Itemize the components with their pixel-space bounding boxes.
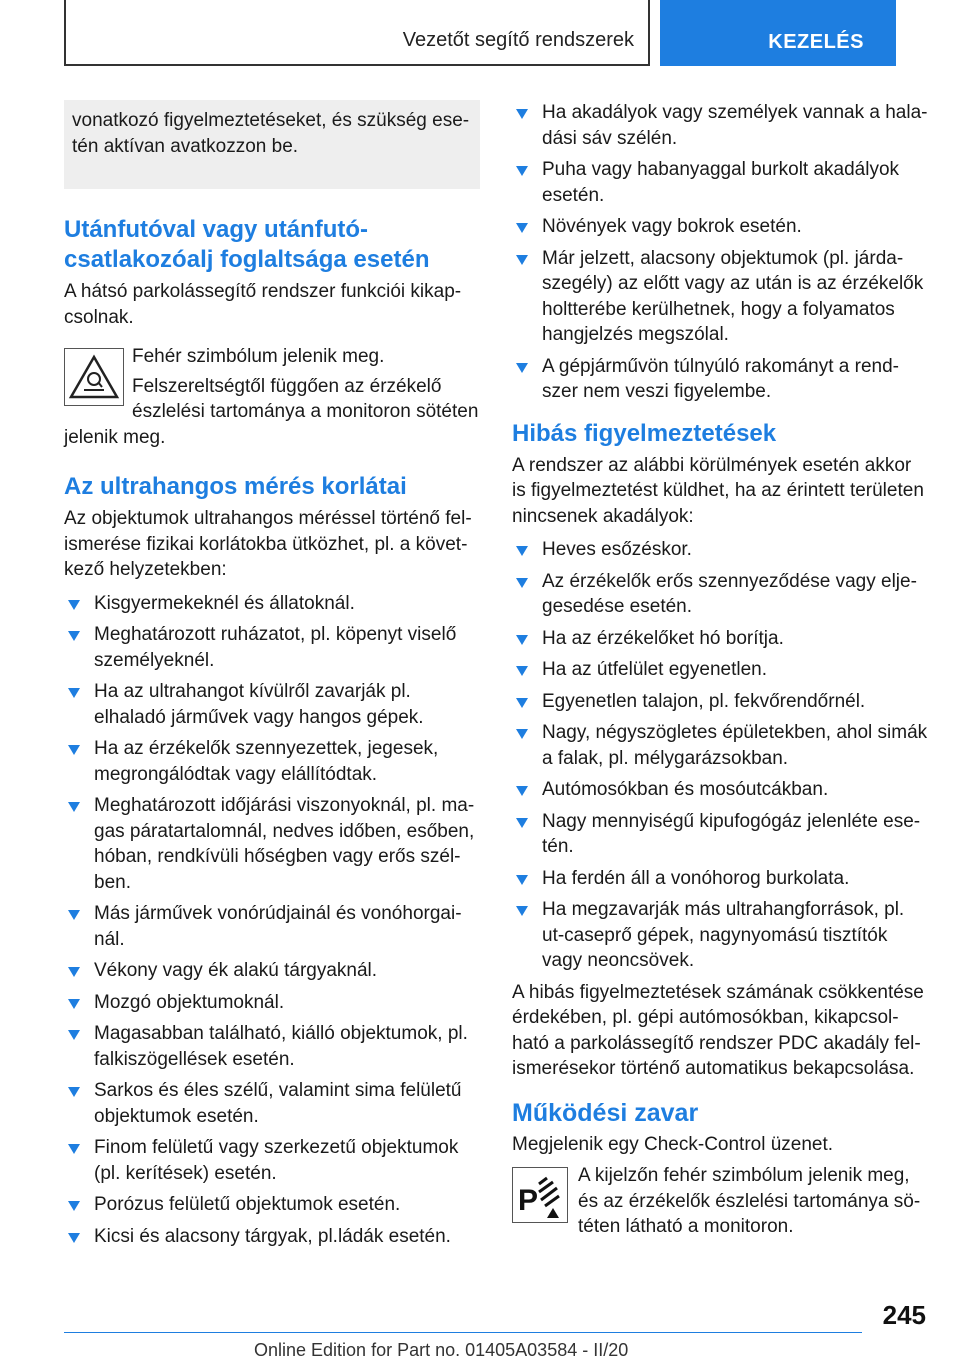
bullet-triangle-icon xyxy=(516,635,528,645)
section-title: KEZELÉS xyxy=(768,31,864,53)
bullet-triangle-icon xyxy=(68,600,80,610)
bullet-triangle-icon xyxy=(516,818,528,828)
limits-heading: Az ultrahangos mérés korlátai xyxy=(64,473,407,500)
list-item: Sarkos és éles szélű, valamint sima felületű objektumok esetén. xyxy=(64,1078,480,1129)
list-item: Heves esőzéskor. xyxy=(512,537,930,563)
svg-text:P: P xyxy=(518,1184,539,1217)
bullet-triangle-icon xyxy=(516,578,528,588)
list-item: Meghatározott időjárási viszonyoknál, pl. ma-gas páratartalomnál, nedves időben, esőben, hóban, rendkívüli hőségben vagy erős szél-ben. xyxy=(64,793,480,895)
limits-list-continued xyxy=(512,100,930,405)
list-item: A gépjárművön túlnyúló rakományt a rend-szer nem veszi figyelembe. xyxy=(512,354,930,405)
list-item: Ha ferdén áll a vonóhorog burkolata. xyxy=(512,866,930,892)
bullet-triangle-icon xyxy=(516,698,528,708)
trailer-warning-icon xyxy=(64,348,124,406)
bullet-triangle-icon xyxy=(68,1144,80,1154)
bullet-triangle-icon xyxy=(68,1201,80,1211)
right-column xyxy=(512,100,930,1240)
list-item: Finom felületű vagy szerkezetű objektumok (pl. kerítések) esetén. xyxy=(64,1135,480,1186)
false-warnings-closing: A hibás figyelmeztetések számának csökkentése érdekében, pl. gépi autómosókban, kikapcsol-ható a parkolássegítő rendszer PDC akadály fel-ismerésekor történő automatikus bekapcsolása. xyxy=(512,981,924,1079)
malfunction-heading: Működési zavar xyxy=(512,1098,699,1127)
bullet-triangle-icon xyxy=(516,906,528,916)
list-item: Ha megzavarják más ultrahangforrások, pl. ut-caseprő gépek, nagynyomású tisztítók vagy neoncsövek. xyxy=(512,897,930,974)
list-item: Ha az érzékelőket hó borítja. xyxy=(512,626,930,652)
section-tab xyxy=(660,0,896,66)
list-item: Az érzékelők erős szennyeződése vagy elje-gesedése esetén. xyxy=(512,569,930,620)
false-warnings-heading: Hibás figyelmeztetések xyxy=(512,419,777,447)
list-item: Puha vagy habanyaggal burkolt akadályok esetén. xyxy=(512,157,930,208)
bullet-triangle-icon xyxy=(516,666,528,676)
page-header xyxy=(64,0,896,66)
bullet-triangle-icon xyxy=(516,875,528,885)
left-column xyxy=(64,100,480,1255)
page-footer xyxy=(64,1300,930,1362)
list-item: Növények vagy bokrok esetén. xyxy=(512,214,930,240)
list-item: Egyenetlen talajon, pl. fekvőrendőrnél. xyxy=(512,689,930,715)
list-item: Autómosókban és mosóutcákban. xyxy=(512,777,930,803)
bullet-triangle-icon xyxy=(68,802,80,812)
trailer-symbol-text-2: Felszereltségtől függően az érzékelő észlelési tartománya a monitoron sötéten jelenik meg. xyxy=(64,375,479,448)
pdc-sensor-icon xyxy=(512,1167,568,1223)
bullet-triangle-icon xyxy=(68,1233,80,1243)
malfunction-symbol-text: A kijelzőn fehér szimbólum jelenik meg, és az érzékelők észlelési tartománya sö-téten látható a monitoron. xyxy=(578,1165,921,1237)
list-item: Vékony vagy ék alakú tárgyaknál. xyxy=(64,958,480,984)
chapter-tab xyxy=(64,0,650,66)
bullet-triangle-icon xyxy=(516,255,528,265)
bullet-triangle-icon xyxy=(516,223,528,233)
bullet-triangle-icon xyxy=(68,1087,80,1097)
note-box: vonatkozó figyelmeztetéseket, és szükség ese-tén aktívan avatkozzon be. xyxy=(64,100,480,189)
list-item: Magasabban található, kiálló objektumok, pl. falkiszögellések esetén. xyxy=(64,1021,480,1072)
page-number: 245 xyxy=(882,1300,926,1330)
limits-list xyxy=(64,591,480,1250)
edition-text: Online Edition for Part no. 01405A03584 - II/20 xyxy=(254,1340,629,1360)
malfunction-body: Megjelenik egy Check-Control üzenet. xyxy=(512,1133,834,1155)
bullet-triangle-icon xyxy=(68,967,80,977)
bullet-triangle-icon xyxy=(516,363,528,373)
bullet-triangle-icon xyxy=(68,910,80,920)
bullet-triangle-icon xyxy=(68,1030,80,1040)
footer-divider xyxy=(64,1332,862,1333)
list-item: Nagy mennyiségű kipufogógáz jelenléte ese-tén. xyxy=(512,809,930,860)
list-item: Porózus felületű objektumok esetén. xyxy=(64,1192,480,1218)
trailer-body: A hátsó parkolássegítő rendszer funkciói kikap-csolnak. xyxy=(64,281,462,328)
bullet-triangle-icon xyxy=(68,631,80,641)
list-item: Ha akadályok vagy személyek vannak a hala-dási sáv szélén. xyxy=(512,100,930,151)
trailer-heading: Utánfutóval vagy utánfutó-csatlakozóalj foglaltsága esetén xyxy=(64,216,430,273)
false-warnings-body: A rendszer az alábbi körülmények esetén akkor is figyelmeztetést küldhet, ha az érintett területen nincsenek akadályok: xyxy=(512,454,924,527)
list-item: Nagy, négyszögletes épületekben, ahol simák a falak, pl. mélygarázsokban. xyxy=(512,720,930,771)
list-item: Már jelzett, alacsony objektumok (pl. járda-szegély) az előtt vagy az után is az érzékelők holtterébe kerülhetnek, hogy a folyamatos hangjelzés megszólal. xyxy=(512,246,930,348)
limits-body: Az objektumok ultrahangos méréssel történő fel-ismerése fizikai korlátokba ütközhet, pl. a követ-kező helyzetekben: xyxy=(64,508,472,580)
bullet-triangle-icon xyxy=(68,688,80,698)
bullet-triangle-icon xyxy=(516,546,528,556)
list-item: Ha az útfelület egyenetlen. xyxy=(512,657,930,683)
trailer-symbol-text-1: Fehér szimbólum jelenik meg. xyxy=(132,346,385,367)
trailer-symbol-row xyxy=(64,344,480,450)
bullet-triangle-icon xyxy=(516,166,528,176)
bullet-triangle-icon xyxy=(516,109,528,119)
list-item: Más járművek vonórúdjainál és vonóhorgai-nál. xyxy=(64,901,480,952)
list-item: Kisgyermekeknél és állatoknál. xyxy=(64,591,480,617)
list-item: Ha az ultrahangot kívülről zavarják pl. elhaladó járművek vagy hangos gépek. xyxy=(64,679,480,730)
bullet-triangle-icon xyxy=(516,786,528,796)
list-item: Ha az érzékelők szennyezettek, jegesek, megrongálódtak vagy elállítódtak. xyxy=(64,736,480,787)
list-item: Meghatározott ruházatot, pl. köpenyt viselő személyeknél. xyxy=(64,622,480,673)
bullet-triangle-icon xyxy=(68,745,80,755)
list-item: Kicsi és alacsony tárgyak, pl.ládák esetén. xyxy=(64,1224,480,1250)
bullet-triangle-icon xyxy=(516,729,528,739)
chapter-title: Vezetőt segítő rendszerek xyxy=(402,29,634,51)
false-warnings-list xyxy=(512,537,930,974)
malfunction-symbol-row xyxy=(512,1163,930,1240)
bullet-triangle-icon xyxy=(68,999,80,1009)
list-item: Mozgó objektumoknál. xyxy=(64,990,480,1016)
